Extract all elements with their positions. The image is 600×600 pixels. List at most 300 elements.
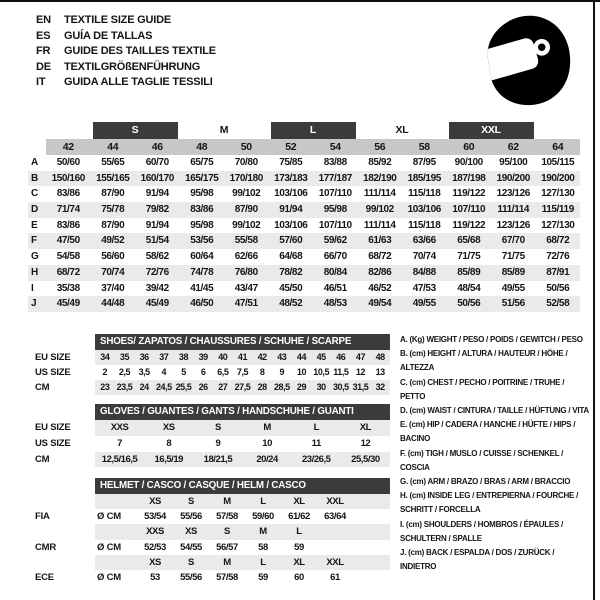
row-label: US SIZE [35, 437, 71, 449]
value-cell: 11,5 [333, 367, 349, 377]
value-cell: 25,5 [175, 382, 192, 392]
size-value-cell: 115/118 [408, 188, 441, 200]
value-cell: 23,5 [116, 382, 133, 392]
size-value-cell: 45/49 [56, 298, 80, 310]
size-value-cell: 95/98 [190, 219, 214, 231]
value-cell: 16,5/19 [154, 453, 184, 465]
value-cell: 41 [237, 352, 248, 362]
helmet-size-cell [317, 524, 353, 539]
language-title: TEXTILGRÖßENFÜHRUNG [64, 60, 201, 73]
size-value-cell: 119/122 [452, 219, 486, 231]
size-group-l: L [271, 122, 356, 139]
size-header-cell: 58 [402, 139, 447, 155]
size-value-cell: 62/66 [234, 251, 258, 263]
language-title: GUIDA ALLE TAGLIE TESSILI [64, 76, 213, 88]
helmet-size-cell: S [224, 526, 230, 538]
size-value-cell: 90/100 [454, 157, 483, 168]
value-cell: 36 [139, 352, 149, 362]
value-cell: 25,5/30 [351, 453, 380, 465]
legend-item: E. (cm) HIP / CADERA / HANCHE / HÜFTE / HIPS / BACINO [400, 420, 576, 444]
value-cell: 23/26,5 [301, 453, 331, 465]
value-cell: 7,5 [236, 367, 249, 377]
measurement-row-h [28, 265, 580, 281]
helmet-sizes-row-fia [30, 494, 390, 509]
row-letter: A [31, 157, 39, 168]
size-value-cell: 49/52 [101, 235, 125, 247]
size-value-cell: 119/122 [452, 188, 486, 200]
size-group-row [28, 122, 580, 139]
value-cell: 9 [215, 437, 221, 449]
value-cell: 10 [296, 367, 307, 377]
value-cell: XL [359, 422, 372, 433]
empty-cell [95, 494, 137, 509]
row-letter: C [31, 188, 39, 200]
value-cell: 4 [161, 367, 167, 377]
size-value-cell: 70/80 [234, 157, 258, 168]
size-value-cell: 72/76 [546, 251, 570, 263]
helmet-size-cell: XL [293, 556, 305, 568]
size-group-s: S [93, 122, 178, 139]
row-letter: E [31, 219, 38, 231]
legend-item: H. (cm) INSIDE LEG / ENTREPIERNA / FOURCHE / SCHRITT / FORCELLA [400, 491, 579, 515]
size-header-cell: 46 [135, 139, 180, 155]
size-value-cell: 65/75 [190, 157, 214, 168]
value-cell: 6,5 [217, 367, 229, 377]
helmet-value-cell: 59 [258, 571, 268, 583]
size-value-cell: 99/102 [232, 219, 261, 231]
helmet-value-cell: 55/56 [180, 571, 202, 583]
size-value-cell: 107/110 [452, 204, 486, 216]
value-cell: 12,5/16,5 [101, 453, 138, 465]
helmet-section-header: HELMET / CASCO / CASQUE / HELM / CASCO [95, 478, 390, 494]
size-value-cell: 41/45 [190, 282, 214, 294]
size-value-cell: 39/42 [145, 282, 169, 294]
size-value-cell: 60/70 [145, 157, 169, 168]
legend-item: F. (cm) TIGH / MUSLO / CUISSE / SCHENKEL / COSCIA [400, 448, 564, 472]
size-value-cell: 50/60 [56, 157, 80, 168]
size-value-cell: 48/54 [457, 282, 481, 294]
helmet-standard-row-ece [30, 570, 390, 585]
standard-name: CMR [35, 541, 57, 553]
helmet-rows [30, 494, 390, 585]
empty-cell [95, 524, 137, 539]
filler-cell [353, 570, 390, 585]
helmet-size-cell: XS [185, 526, 197, 538]
size-value-cell: 85/89 [457, 266, 481, 278]
size-value-cell: 165/175 [185, 172, 219, 184]
size-value-cell: 71/75 [457, 251, 481, 263]
size-value-cell: 103/106 [274, 188, 308, 200]
value-cell: 12 [355, 367, 366, 377]
size-value-cell: 79/82 [145, 204, 169, 216]
size-value-cell: 48/52 [279, 298, 303, 310]
helmet-value-cell: 58 [258, 541, 268, 553]
helmet-value-cell: 59 [294, 541, 304, 553]
helmet-size-cell: XS [149, 556, 161, 568]
size-value-cell: 82/86 [368, 266, 392, 278]
value-cell: 28 [257, 382, 267, 392]
size-header-cell: 62 [491, 139, 536, 155]
size-value-cell: 75/78 [101, 204, 125, 216]
size-value-cell: 59/62 [323, 235, 347, 247]
helmet-standard-row-fia [30, 509, 390, 524]
language-title: TEXTILE SIZE GUIDE [64, 14, 172, 26]
value-cell: 35 [119, 352, 130, 362]
row-label: EU SIZE [35, 352, 71, 363]
measurement-rows [28, 155, 580, 312]
size-value-cell: 91/94 [145, 188, 169, 200]
row-letter: H [31, 266, 39, 278]
corner-cell [28, 139, 46, 155]
size-value-cell: 85/92 [368, 157, 392, 168]
gloves-row-eu-size [30, 420, 390, 436]
helmet-size-cell: L [296, 526, 302, 538]
measurement-legend [400, 333, 590, 574]
row-label: CM [35, 453, 50, 465]
size-value-cell: 155/165 [96, 172, 130, 184]
size-value-cell: 60/64 [190, 251, 214, 263]
size-header-cell: 64 [536, 139, 581, 155]
legend-item: C. (cm) CHEST / PECHO / POITRINE / TRUHE / PETTO [400, 377, 565, 401]
size-value-cell: 68/72 [368, 251, 392, 263]
size-value-cell: 85/89 [501, 266, 525, 278]
size-value-cell: 50/56 [546, 282, 570, 294]
size-value-cell: 56/60 [101, 251, 125, 263]
helmet-size-cell: L [260, 496, 266, 507]
measurement-row-j [28, 296, 580, 312]
value-cell: 44 [296, 352, 307, 362]
standard-name: FIA [35, 511, 50, 523]
language-title-list [36, 13, 216, 91]
helmet-size-cell: XS [149, 496, 161, 507]
measurement-row-g [28, 249, 580, 265]
size-value-cell: 49/55 [501, 282, 525, 294]
size-value-cell: 55/65 [101, 157, 125, 168]
filler-cell [353, 494, 390, 509]
row-letter: F [31, 235, 38, 247]
size-value-cell: 68/72 [56, 266, 80, 278]
size-value-cell: 48/53 [323, 298, 347, 310]
size-value-cell: 72/76 [145, 266, 169, 278]
value-cell: 24,5 [155, 382, 172, 392]
value-cell: 45 [316, 352, 326, 362]
size-value-cell: 105/115 [541, 157, 575, 168]
filler-cell [353, 524, 390, 539]
value-cell: 9 [279, 367, 285, 377]
size-value-cell: 84/88 [412, 266, 436, 278]
helmet-sizes-row-cmr [30, 524, 390, 539]
value-cell: 26 [198, 382, 208, 392]
shoes-rows [30, 350, 390, 395]
row-label: EU SIZE [35, 422, 71, 433]
size-value-cell: 76/80 [234, 266, 258, 278]
value-cell: 46 [336, 352, 346, 362]
helmet-value-cell: 57/58 [216, 571, 238, 583]
row-letter: J [31, 298, 37, 310]
shoes-row-cm [30, 380, 390, 395]
size-value-cell: 64/68 [279, 251, 303, 263]
value-cell: 8 [259, 367, 265, 377]
value-cell: L [313, 422, 319, 433]
helmet-size-cell: S [188, 556, 194, 568]
size-value-cell: 70/74 [412, 251, 436, 263]
diameter-unit-label: Ø CM [97, 511, 122, 523]
value-cell: 27,5 [234, 382, 251, 392]
size-header-cell: 50 [224, 139, 269, 155]
gloves-row-cm [30, 452, 390, 468]
value-cell: 47 [355, 352, 366, 362]
legend-item: B. (cm) HEIGHT / ALTURA / HAUTEUR / HÖHE / ALTEZZA [400, 349, 568, 373]
helmet-size-cell: M [223, 556, 231, 568]
size-value-cell: 123/126 [496, 188, 530, 200]
row-letter: I [31, 282, 34, 294]
size-header-cell: 56 [358, 139, 403, 155]
size-value-cell: 44/48 [101, 298, 125, 310]
size-value-cell: 70/74 [101, 266, 125, 278]
size-value-cell: 71/75 [501, 251, 525, 263]
size-value-cell: 63/66 [412, 235, 436, 247]
textile-size-table [28, 122, 580, 312]
empty-cell [30, 494, 95, 509]
size-value-cell: 83/86 [190, 204, 214, 216]
value-cell: 20/24 [256, 453, 278, 465]
size-value-cell: 80/84 [323, 266, 347, 278]
helmet-value-cell: 61/62 [288, 511, 310, 523]
size-value-cell: 45/50 [279, 282, 303, 294]
value-cell: 27 [218, 382, 228, 392]
row-label: US SIZE [35, 367, 71, 378]
value-cell: 2 [102, 367, 108, 377]
value-cell: 13 [375, 367, 385, 377]
helmet-value-cell [317, 540, 353, 555]
size-value-cell: 115/118 [408, 219, 441, 231]
size-value-cell: 46/50 [190, 298, 214, 310]
size-value-cell: 160/170 [140, 172, 174, 184]
value-cell: 8 [166, 437, 172, 449]
filler-cell [353, 540, 390, 555]
standard-name: ECE [35, 571, 54, 583]
language-code: IT [36, 76, 46, 88]
measurement-row-a [28, 155, 580, 171]
size-value-cell: 52/58 [546, 298, 570, 310]
size-value-cell: 74/78 [190, 266, 214, 278]
filler-cell [353, 509, 390, 524]
value-cell: XXS [110, 422, 129, 433]
language-code: DE [36, 60, 51, 73]
diameter-unit-label: Ø CM [97, 541, 122, 553]
size-value-cell: 61/63 [368, 235, 392, 247]
language-code: FR [36, 45, 51, 57]
size-value-cell: 111/114 [497, 204, 530, 216]
size-value-cell: 54/58 [56, 251, 80, 263]
size-value-cell: 170/180 [229, 172, 263, 184]
size-value-cell: 107/110 [318, 219, 352, 231]
size-value-cell: 107/110 [318, 188, 352, 200]
legend-item: I. (cm) SHOULDERS / HOMBROS / ÉPAULES / SCHULTERN / SPALLE [400, 519, 564, 543]
size-value-cell: 65/68 [457, 235, 481, 247]
size-value-cell: 75/85 [279, 157, 303, 168]
measurement-row-f [28, 233, 580, 249]
helmet-value-cell: 55/56 [180, 511, 202, 523]
gloves-size-table [30, 404, 390, 467]
value-cell: 5 [181, 367, 186, 377]
language-row [36, 75, 216, 91]
size-value-cell: 49/54 [368, 298, 392, 310]
size-value-cell: 190/200 [496, 172, 530, 184]
value-cell: 11 [311, 437, 321, 449]
size-value-cell: 43/47 [234, 282, 258, 294]
measurement-row-b [28, 171, 580, 187]
value-cell: 30,5 [332, 382, 349, 392]
language-row [36, 60, 216, 76]
legend-item: G. (cm) ARM / BRAZO / BRAS / ARM / BRACCIO [400, 477, 571, 487]
size-value-cell: 99/102 [365, 204, 394, 216]
helmet-value-cell: 63/64 [324, 511, 346, 523]
helmet-value-cell: 56/57 [216, 541, 238, 553]
size-header-cell: 52 [269, 139, 314, 155]
helmet-sizes-row-ece [30, 555, 390, 570]
helmet-size-cell: S [188, 496, 194, 507]
size-value-cell: 185/195 [407, 172, 441, 184]
language-row [36, 29, 216, 45]
size-value-cell: 46/52 [368, 282, 392, 294]
size-value-cell: 78/82 [279, 266, 303, 278]
size-value-cell: 99/102 [232, 188, 261, 200]
measurement-row-e [28, 218, 580, 234]
size-value-cell: 182/190 [363, 172, 397, 184]
size-value-cell: 190/200 [541, 172, 575, 184]
value-cell: 23 [100, 382, 110, 392]
row-letter: B [31, 172, 39, 184]
size-value-cell: 50/56 [457, 298, 481, 310]
helmet-size-table [30, 478, 390, 585]
gloves-section-header: GLOVES / GUANTES / GANTS / HANDSCHUHE / GUANTI [95, 404, 390, 420]
size-header-cell: 60 [447, 139, 492, 155]
value-cell: 24 [139, 382, 149, 392]
size-value-cell: 87/90 [101, 188, 125, 200]
size-header-cell: 48 [180, 139, 225, 155]
size-header-cell: 54 [313, 139, 358, 155]
size-value-cell: 49/55 [412, 298, 436, 310]
measurement-row-c [28, 186, 580, 202]
size-value-cell: 95/98 [323, 204, 347, 216]
size-value-cell: 83/86 [56, 219, 80, 231]
value-cell: 7 [117, 437, 122, 449]
legend-item: D. (cm) WAIST / CINTURA / TAILLE / HÜFTUNG / VITA [400, 406, 589, 416]
top-border-line [0, 0, 600, 2]
helmet-value-cell: 53/54 [144, 511, 166, 523]
language-row [36, 13, 216, 29]
size-value-cell: 83/86 [56, 188, 80, 200]
value-cell: 43 [277, 352, 287, 362]
value-cell: 38 [178, 352, 189, 362]
size-header-cell: 44 [91, 139, 136, 155]
language-title: GUÍA DE TALLAS [64, 29, 153, 42]
size-value-cell: 71/74 [56, 204, 80, 216]
size-header-row [28, 139, 580, 155]
size-value-cell: 173/183 [274, 172, 308, 184]
size-value-cell: 127/130 [541, 219, 575, 231]
size-value-cell: 150/160 [51, 172, 85, 184]
helmet-value-cell: 60 [294, 571, 304, 583]
size-value-cell: 57/60 [279, 235, 303, 247]
row-label: CM [35, 382, 50, 393]
size-value-cell: 37/40 [101, 282, 125, 294]
value-cell: M [263, 422, 271, 433]
value-cell: 32 [375, 382, 385, 392]
size-value-cell: 47/51 [234, 298, 258, 310]
value-cell: S [214, 422, 221, 433]
size-value-cell: 103/106 [407, 204, 441, 216]
size-group-xl: XL [395, 124, 409, 136]
helmet-standard-row-cmr [30, 540, 390, 555]
size-value-cell: 87/90 [101, 219, 125, 231]
language-title: GUIDE DES TAILLES TEXTILE [64, 45, 216, 57]
value-cell: 39 [198, 352, 208, 362]
shoes-size-table [30, 334, 390, 395]
value-cell: XS [162, 422, 175, 433]
size-value-cell: 87/90 [234, 204, 258, 216]
helmet-size-cell: M [259, 526, 267, 538]
value-cell: 3,5 [138, 367, 150, 377]
size-value-cell: 47/50 [56, 235, 80, 247]
size-value-cell: 66/70 [323, 251, 347, 263]
helmet-size-cell: XXL [326, 556, 344, 568]
helmet-size-cell: XXS [146, 526, 164, 538]
row-letter: G [31, 251, 39, 263]
size-value-cell: 58/62 [145, 251, 169, 263]
diameter-unit-label: Ø CM [97, 571, 122, 583]
empty-cell [95, 555, 137, 570]
value-cell: 30 [316, 382, 326, 392]
row-letter: D [31, 204, 39, 216]
size-value-cell: 187/198 [452, 172, 486, 184]
size-value-cell: 51/54 [145, 235, 169, 247]
size-value-cell: 127/130 [541, 188, 575, 200]
value-cell: 31,5 [352, 382, 369, 392]
shoes-row-us-size [30, 365, 390, 380]
language-row [36, 44, 216, 60]
value-cell: 2,5 [118, 367, 131, 377]
helmet-value-cell: 52/53 [144, 541, 166, 553]
value-cell: 18/21,5 [203, 453, 233, 465]
right-border-line [593, 0, 595, 600]
value-cell: 10,5 [313, 367, 330, 377]
size-header-cell: 42 [46, 139, 91, 155]
size-value-cell: 177/187 [318, 172, 352, 184]
size-value-cell: 91/94 [145, 219, 169, 231]
size-value-cell: 55/58 [234, 235, 258, 247]
size-value-cell: 51/56 [501, 298, 525, 310]
shoes-section-header: SHOES/ ZAPATOS / CHAUSSURES / SCHUHE / SCARPE [95, 334, 390, 350]
gloves-rows [30, 420, 390, 467]
racing-helmet-icon [480, 12, 578, 110]
helmet-size-cell: L [260, 556, 266, 568]
size-group-m: M [219, 124, 229, 136]
empty-cell [30, 524, 95, 539]
helmet-value-cell: 57/58 [216, 511, 238, 523]
size-value-cell: 95/98 [190, 188, 214, 200]
size-value-cell: 115/119 [541, 204, 574, 216]
size-value-cell: 91/94 [279, 204, 303, 216]
size-value-cell: 45/49 [145, 298, 169, 310]
helmet-value-cell: 54/55 [180, 541, 202, 553]
size-value-cell: 103/106 [274, 219, 308, 231]
measurement-row-i [28, 281, 580, 297]
legend-item: A. (Kg) WEIGHT / PESO / POIDS / GEWITCH / PESO [400, 335, 583, 344]
value-cell: 12 [360, 437, 371, 449]
legend-item: J. (cm) BACK / ESPALDA / DOS / ZURÜCK / INDIETRO [400, 548, 555, 572]
